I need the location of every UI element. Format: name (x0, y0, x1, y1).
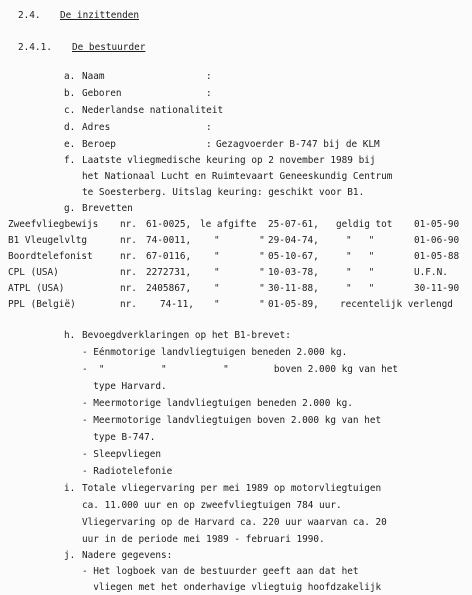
brevet-expiry: U.F.N. (414, 267, 448, 278)
brevet-type: PPL (België) (8, 299, 76, 310)
bevoegdverklaring-item: - " " " boven 2.000 kg van het (82, 364, 399, 375)
brevet-validity: geldig tot (336, 219, 393, 230)
section-number: 2.4. (18, 10, 41, 21)
brevet-validity: recentelijk verlengd (340, 299, 453, 310)
field-value: Gezagvoerder B-747 bij de KLM (216, 139, 380, 150)
field-sep: : (206, 139, 212, 150)
brevet-date: 10-03-78, (268, 267, 319, 278)
brevet-type: B1 Vleugelvltg (8, 235, 88, 246)
brevet-note: le afgifte (200, 219, 257, 230)
brevet-nr: 74-11, (160, 299, 194, 310)
field-sep: : (206, 71, 212, 82)
nadere-title: Nadere gegevens: (82, 550, 173, 561)
section-title: De inzittenden (60, 10, 140, 21)
brevet-nr-label: nr. (120, 283, 137, 294)
brevet-validity: " " (346, 283, 375, 294)
ervaring-line: Vliegervaring op de Harvard ca. 220 uur waarvan ca. 20 (82, 517, 387, 528)
nadere-line: - Het logboek van de bestuurder geeft aan dat het (82, 566, 359, 577)
subsection-title: De bestuurder (72, 42, 146, 53)
brevet-nr-label: nr. (120, 251, 137, 262)
ervaring-line: uur in de periode mei 1989 - februari 1990. (82, 534, 325, 545)
brevet-expiry: 01-06-90 (414, 235, 460, 246)
field-key: d. (64, 122, 76, 133)
brevet-nr-label: nr. (120, 299, 137, 310)
ervaring-line: Totale vliegervaring per mei 1989 op motorvliegtuigen (82, 483, 382, 494)
field-label: Geboren (82, 88, 122, 99)
keuring-line: te Soesterberg. Uitslag keuring: geschikt voor B1. (82, 187, 365, 198)
field-key: b. (64, 88, 76, 99)
brevet-nr-label: nr. (120, 235, 137, 246)
brevet-note: " " (214, 283, 265, 294)
brevet-nr: 61-0025, (146, 219, 192, 230)
field-key: a. (64, 71, 76, 82)
field-label: Nederlandse nationaliteit (82, 105, 224, 116)
bevoegdverklaring-item: - Radiotelefonie (82, 466, 173, 477)
brevet-type: Zweefvliegbewijs (8, 219, 99, 230)
brevet-validity: " " (346, 235, 375, 246)
brevetten-label: Brevetten (82, 203, 133, 214)
keuring-key: f. (64, 155, 76, 166)
field-sep: : (206, 122, 212, 133)
bevoegdverklaring-item: - Meermotorige landvliegtuigen beneden 2.000 kg. (82, 398, 353, 409)
nadere-line: vliegen met het onderhavige vliegtuig hoofdzakelijk (82, 582, 382, 593)
brevet-type: CPL (USA) (8, 267, 59, 278)
brevet-validity: " " (346, 251, 375, 262)
brevet-note: " " (214, 267, 265, 278)
keuring-line: Laatste vliegmedische keuring op 2 november 1989 bij (82, 155, 376, 166)
bevoegdverklaring-item: - Sleepvliegen (82, 449, 162, 460)
bevoegdverklaring-item: type B-747. (82, 432, 156, 443)
field-sep: : (206, 88, 212, 99)
brevet-nr: 67-0116, (146, 251, 192, 262)
brevet-date: 01-05-89, (268, 299, 319, 310)
brevet-expiry: 30-11-90 (414, 283, 460, 294)
field-key: c. (64, 105, 76, 116)
brevet-nr: 2405867, (146, 283, 192, 294)
brevet-date: 25-07-61, (268, 219, 319, 230)
bevoegdverklaring-item: type Harvard. (82, 381, 167, 392)
brevet-validity: " " (346, 267, 375, 278)
brevet-date: 30-11-88, (268, 283, 319, 294)
brevet-nr-label: nr. (120, 267, 137, 278)
bevoegdverklaring-item: - Eénmotorige landvliegtuigen beneden 2.000 kg. (82, 347, 348, 358)
brevet-nr: 74-0011, (146, 235, 192, 246)
ervaring-key: i. (64, 483, 76, 494)
brevet-date: 29-04-74, (268, 235, 319, 246)
field-label: Beroep (82, 139, 116, 150)
subsection-number: 2.4.1. (18, 42, 52, 53)
bevoegdverklaringen-title: Bevoegdverklaringen op het B1-brevet: (82, 330, 291, 341)
field-key: e. (64, 139, 76, 150)
brevet-type: ATPL (USA) (8, 283, 65, 294)
brevet-date: 05-10-67, (268, 251, 319, 262)
keuring-line: het Nationaal Lucht en Ruimtevaart Geneeskundig Centrum (82, 171, 393, 182)
bevoegdverklaringen-key: h. (64, 330, 76, 341)
brevet-nr: 2272731, (146, 267, 192, 278)
brevet-expiry: 01-05-88 (414, 251, 460, 262)
brevet-type: Boordtelefonist (8, 251, 93, 262)
ervaring-line: ca. 11.000 uur en op zweefvliegtuigen 784 uur. (82, 500, 342, 511)
brevet-note: " " (214, 299, 265, 310)
brevetten-key: g. (64, 203, 76, 214)
field-label: Naam (82, 71, 105, 82)
brevet-note: " " (214, 251, 265, 262)
nadere-key: j. (64, 550, 76, 561)
bevoegdverklaring-item: - Meermotorige landvliegtuigen boven 2.000 kg van het (82, 415, 382, 426)
brevet-expiry: 01-05-90 (414, 219, 460, 230)
brevet-nr-label: nr. (120, 219, 137, 230)
field-label: Adres (82, 122, 111, 133)
brevet-note: " " (214, 235, 265, 246)
